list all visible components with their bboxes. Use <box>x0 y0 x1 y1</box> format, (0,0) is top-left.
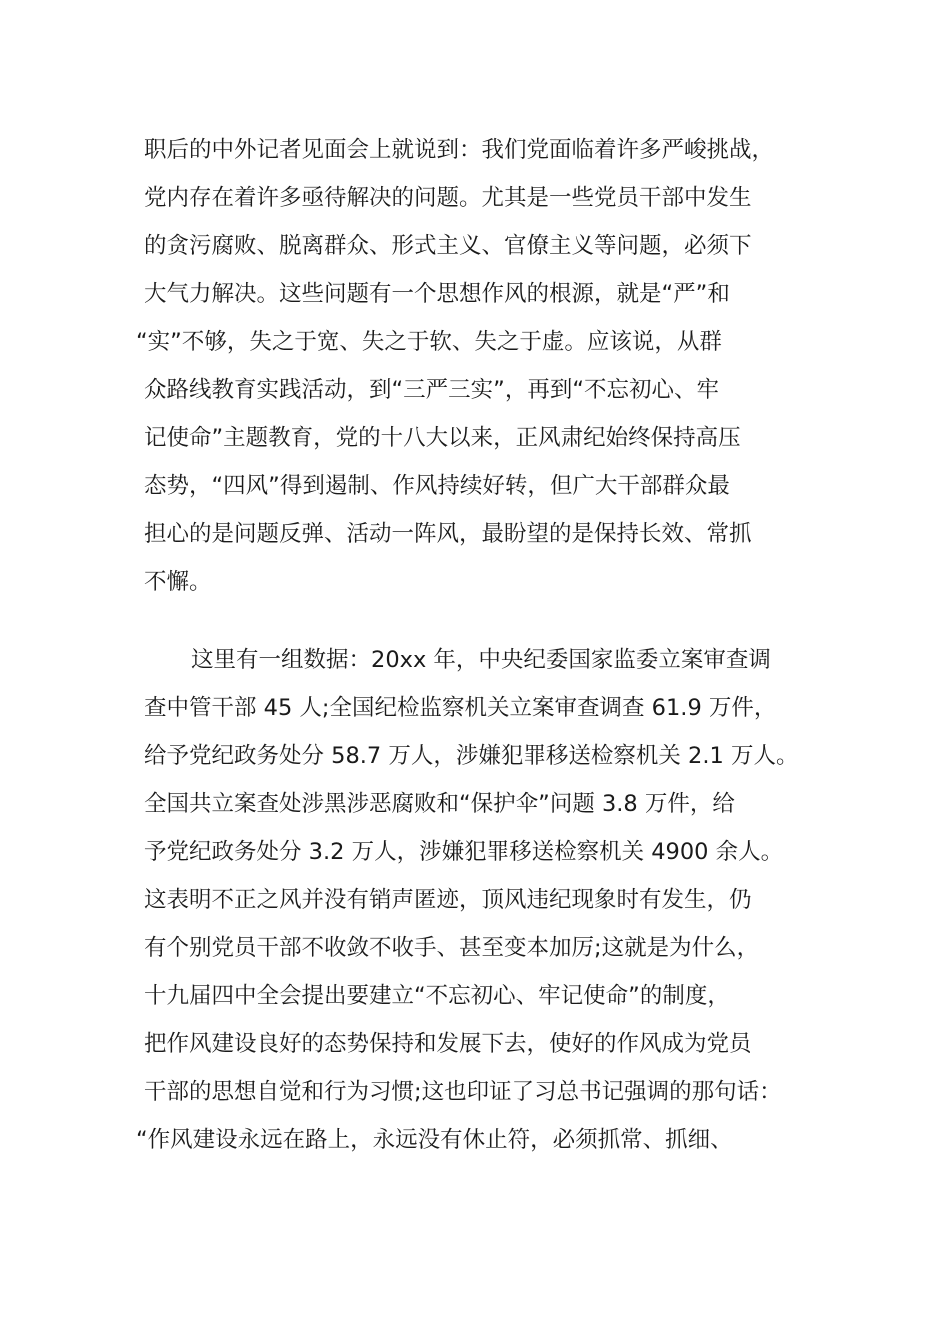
paragraph-2-line-9: 把作风建设良好的态势保持和发展下去，使好的作风成为党员 <box>144 1031 752 1057</box>
paragraph-1-line-1: 职后的中外记者见面会上就说到：我们党面临着许多严峻挑战， <box>144 137 775 163</box>
paragraph-1-line-5: “实”不够，失之于宽、失之于软、失之于虚。应该说，从群 <box>136 329 722 355</box>
paragraph-2-line-2: 查中管干部 45 人;全国纪检监察机关立案审查调查 61.9 万件， <box>144 695 777 721</box>
paragraph-2-line-5: 予党纪政务处分 3.2 万人，涉嫌犯罪移送检察机关 4900 余人。 <box>144 839 784 865</box>
paragraph-2-line-11: “作风建设永远在路上，永远没有休止符，必须抓常、抓细、 <box>136 1127 733 1153</box>
paragraph-2-line-3: 给予党纪政务处分 58.7 万人，涉嫌犯罪移送检察机关 2.1 万人。 <box>144 743 799 769</box>
paragraph-1-line-9: 担心的是问题反弹、活动一阵风，最盼望的是保持长效、常抓 <box>144 521 752 547</box>
paragraph-2-line-6: 这表明不正之风并没有销声匿迹，顶风违纪现象时有发生，仍 <box>144 887 752 913</box>
paragraph-2-line-1: 这里有一组数据：20xx 年，中央纪委国家监委立案审查调 <box>191 647 771 673</box>
paragraph-1-line-8: 态势，“四风”得到遏制、作风持续好转，但广大干部群众最 <box>144 473 730 499</box>
paragraph-1-line-3: 的贪污腐败、脱离群众、形式主义、官僚主义等问题，必须下 <box>144 233 752 259</box>
paragraph-1-line-4: 大气力解决。这些问题有一个思想作风的根源，就是“严”和 <box>144 281 730 307</box>
paragraph-1-line-6: 众路线教育实践活动，到“三严三实”，再到“不忘初心、牢 <box>144 377 719 403</box>
paragraph-2-line-8: 十九届四中全会提出要建立“不忘初心、牢记使命”的制度， <box>144 983 730 1009</box>
paragraph-2-line-7: 有个别党员干部不收敛不收手、甚至变本加厉;这就是为什么， <box>144 935 760 961</box>
paragraph-1-line-10: 不懈。 <box>144 569 212 595</box>
paragraph-2-line-4: 全国共立案查处涉黑涉恶腐败和“保护伞”问题 3.8 万件，给 <box>144 791 735 817</box>
paragraph-1-line-7: 记使命”主题教育，党的十八大以来，正风肃纪始终保持高压 <box>144 425 741 451</box>
paragraph-2-line-10: 干部的思想自觉和行为习惯;这也印证了习总书记强调的那句话： <box>144 1079 782 1105</box>
paragraph-1-line-2: 党内存在着许多亟待解决的问题。尤其是一些党员干部中发生 <box>144 185 752 211</box>
